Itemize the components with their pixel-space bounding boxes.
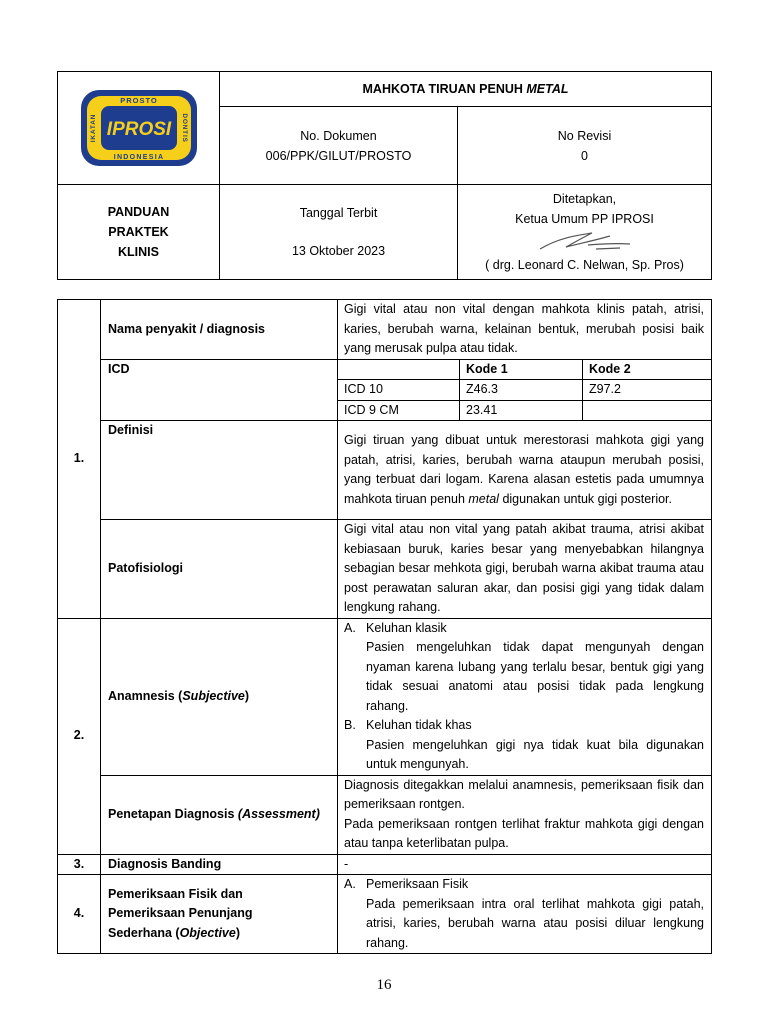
section-number-3: 3. <box>58 854 101 875</box>
revision-value: 0 <box>581 148 588 163</box>
logo-right-text: DONTIS <box>180 113 188 143</box>
icd-head-kode2: Kode 2 <box>583 359 712 380</box>
pathophysiology-label: Patofisiologi <box>101 520 338 619</box>
document-header-table <box>57 71 712 280</box>
exam-label: Pemeriksaan Fisik dan Pemeriksaan Penunjang Sederhana (Objective) <box>101 875 338 954</box>
assessment-label: Penetapan Diagnosis (Assessment) <box>101 775 338 854</box>
icd9-label: ICD 9 CM <box>338 400 460 421</box>
approval-cell: Ditetapkan, Ketua Umum PP IPROSI ( drg. Leonard C. Nelwan, Sp. Pros) <box>458 185 712 280</box>
section-number-1: 1. <box>58 300 101 619</box>
icd9-kode2-empty <box>583 400 712 421</box>
definition-label: Definisi <box>101 421 338 520</box>
diagnosis-text: Gigi vital atau non vital dengan mahkota klinis patah, atrisi, karies, berubah warna, kelainan bentuk, merubah posisi baik yang merusak pulpa atau tidak. <box>338 300 712 360</box>
issue-date-cell <box>220 185 458 280</box>
signature <box>530 229 640 255</box>
clinical-guide-table <box>57 299 712 954</box>
page-number: 16 <box>376 977 392 993</box>
issue-date-value: 13 Oktober 2023 <box>291 244 386 258</box>
anamnesis-text: A. Keluhan klasik Pasien mengeluhkan tidak dapat mengunyah dengan nyaman karena lubang yang terlalu besar, bentuk gigi yang tidak sesuai anatomi atau posisi tidak pada lengkung rahang. B. Keluhan tidak khas Pasien mengeluhkan gigi nya tidak kuat bila digunakan untuk mengunyah. <box>338 618 712 775</box>
signer-name: ( drg. Leonard C. Nelwan, Sp. Pros) <box>485 258 684 272</box>
revision-label: No Revisi <box>557 128 612 143</box>
icd10-kode2: Z97.2 <box>583 380 712 401</box>
logo-top-text: PROSTO <box>119 96 158 105</box>
icd-label: ICD <box>101 359 338 421</box>
logo-cell <box>58 72 220 185</box>
logo-bottom-text: INDONESIA <box>113 154 164 161</box>
icd10-label: ICD 10 <box>338 380 460 401</box>
differential-text: - <box>338 854 712 875</box>
list-item: A. Keluhan klasik <box>344 620 447 635</box>
icd-header-empty <box>338 359 460 380</box>
list-item: A. Pemeriksaan Fisik <box>344 877 469 891</box>
doc-number-label: No. Dokumen <box>300 128 377 143</box>
section-number-4: 4. <box>58 875 101 954</box>
pathophysiology-text: Gigi vital atau non vital yang patah akibat trauma, atrisi akibat kebiasaan buruk, karies besar yang menyebabkan hilangnya sebagian besar mehkota gigi, berubah warna akibat trauma atau post perawatan saluran akar, dan posisi gigi yang tidak dalam lengkung rahang. <box>338 520 712 619</box>
icd10-kode1: Z46.3 <box>460 380 583 401</box>
logo-left-text: IKATAN <box>89 113 97 143</box>
logo-center-text: IPROSI <box>106 119 171 140</box>
anamnesis-label: Anamnesis (Subjective) <box>101 618 338 775</box>
assessment-text: Diagnosis ditegakkan melalui anamnesis, pemeriksaan fisik dan pemeriksaan rontgen. Pada pemeriksaan rontgen terlihat fraktur mahkota gigi dengan atau tanpa keterlibatan pulpa. <box>338 775 712 854</box>
revision-cell <box>458 107 712 185</box>
differential-label: Diagnosis Banding <box>101 854 338 875</box>
icd-head-kode1: Kode 1 <box>460 359 583 380</box>
guide-title-cell: PANDUAN PRAKTEK KLINIS <box>58 185 220 280</box>
issue-date-label: Tanggal Terbit <box>299 206 378 220</box>
section-number-2: 2. <box>58 618 101 854</box>
list-item: B. Keluhan tidak khas <box>344 718 472 732</box>
doc-number-cell <box>220 107 458 185</box>
diagnosis-label: Nama penyakit / diagnosis <box>101 300 338 360</box>
iprosi-logo <box>79 88 199 168</box>
doc-number-value: 006/PPK/GILUT/PROSTO <box>265 148 412 163</box>
icd9-kode1: 23.41 <box>460 400 583 421</box>
exam-text: A. Pemeriksaan Fisik Pada pemeriksaan intra oral terlihat mahkota gigi patah, atrisi, karies, berubah warna atau posisi diluar lengkung rahang. <box>338 875 712 954</box>
definition-text: Gigi tiruan yang dibuat untuk merestorasi mahkota gigi yang patah, atrisi, karies, berubah warna ataupun merubah posisi, yang terbuat dari logam. Karena alasan estetis pada umumnya mahkota tiruan penuh metal digunakan untuk gigi posterior. <box>338 421 712 520</box>
document-title: MAHKOTA TIRUAN PENUH METAL <box>220 72 712 107</box>
